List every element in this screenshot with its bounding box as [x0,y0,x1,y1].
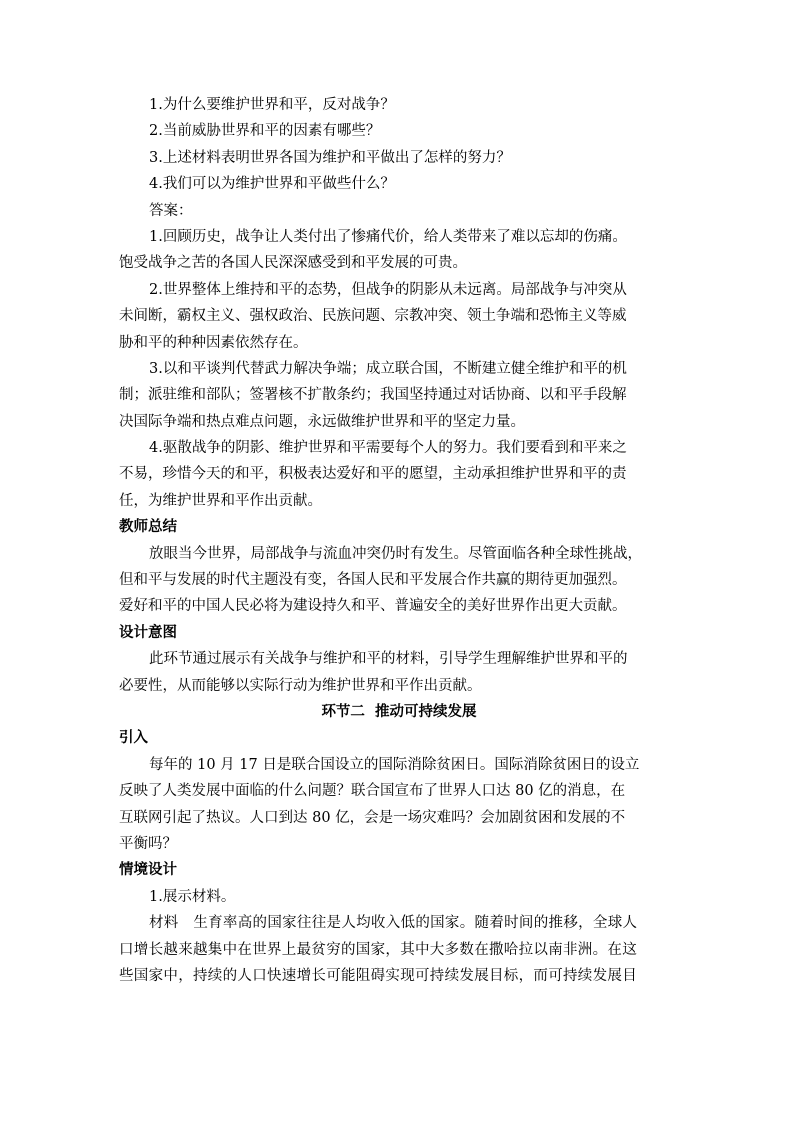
answer-line: 不易，珍惜今天的和平，积极表达爱好和平的愿望，主动承担维护世界和平的责 [119,466,627,483]
document-page [119,92,679,989]
intro-line: 平衡吗？ [119,835,177,852]
summary-line: 放眼当今世界，局部战争与流血冲突仍时有发生。尽管面临各种全球性挑战， [149,545,642,562]
answer-2 [119,277,679,356]
summary-line: 爱好和平的中国人民必将为建设持久和平、普遍安全的美好世界作出更大贡献。 [119,598,627,615]
question-2: 2.当前威胁世界和平的因素有哪些？ [149,123,381,140]
intent-line: 此环节通过展示有关战争与维护和平的材料，引导学生理解维护世界和平的 [149,651,628,668]
answer-line: 胁和平的种种因素依然存在。 [119,334,308,351]
material-line: 口增长越来越集中在世界上最贫穷的国家，其中大多数在撒哈拉以南非洲。在这 [119,941,637,958]
intro-heading: 引入 [119,730,148,747]
scenario-heading: 情境设计 [119,862,177,879]
answer-line: 未间断，霸权主义、强权政治、民族问题、宗教冲突、领土争端和恐怖主义等威 [119,308,627,325]
answer-line: 4.驱散战争的阴影、维护世界和平需要每个人的努力。我们要看到和平来之 [149,440,627,457]
answer-line: 2.世界整体上维持和平的态势，但战争的阴影从未远离。局部战争与冲突从 [149,281,627,298]
teacher-summary-heading: 教师总结 [119,519,177,536]
section-title: 环节二 推动可持续发展 [321,703,477,720]
design-intent-heading: 设计意图 [119,624,177,641]
answer-line: 制；派驻维和部队；签署核不扩散条约；我国坚持通过对话协商、以和平手段解 [119,387,627,404]
material-line: 些国家中，持续的人口快速增长可能阻碍实现可持续发展目标，而可持续发展目 [119,967,637,984]
question-1: 1.为什么要维护世界和平，反对战争？ [149,97,395,113]
intro-line: 每年的 10 月 17 日是联合国设立的国际消除贫困日。国际消除贫困日的设立 [149,756,640,773]
teacher-summary-text [119,541,679,620]
scenario-step: 1.展示材料。 [149,888,236,905]
design-intent-text [119,646,679,699]
answer-4 [119,435,679,514]
question-3: 3.上述材料表明世界各国为维护和平做出了怎样的努力？ [149,149,511,166]
answer-1 [119,224,679,277]
intent-line: 必要性，从而能够以实际行动为维护世界和平作出贡献。 [119,677,482,694]
intro-line: 互联网引起了热议。人口到达 80 亿，会是一场灾难吗？会加剧贫困和发展的不 [119,809,626,826]
answer-line: 饱受战争之苦的各国人民深深感受到和平发展的可贵。 [119,255,467,272]
answer-line: 3.以和平谈判代替武力解决争端；成立联合国，不断建立健全维护和平的机 [149,360,627,377]
answer-heading: 答案： [149,202,193,219]
question-4: 4.我们可以为维护世界和平做些什么？ [149,176,395,193]
material-line: 材料 生育率高的国家往往是人均收入低的国家。随着时间的推移，全球人 [149,915,638,932]
intro-text [119,752,679,858]
answer-line: 决国际争端和热点难点问题，永远做维护世界和平的坚定力量。 [119,413,525,430]
intro-line: 反映了人类发展中面临的什么问题？联合国宣布了世界人口达 80 亿的消息，在 [119,783,626,800]
summary-line: 但和平与发展的时代主题没有变，各国人民和平发展合作共赢的期待更加强烈。 [119,572,627,589]
answer-line: 任，为维护世界和平作出贡献。 [119,492,322,509]
answer-3 [119,356,679,435]
material-text [119,910,679,989]
answer-line: 1.回顾历史，战争让人类付出了惨痛代价，给人类带来了难以忘却的伤痛。 [149,228,627,245]
